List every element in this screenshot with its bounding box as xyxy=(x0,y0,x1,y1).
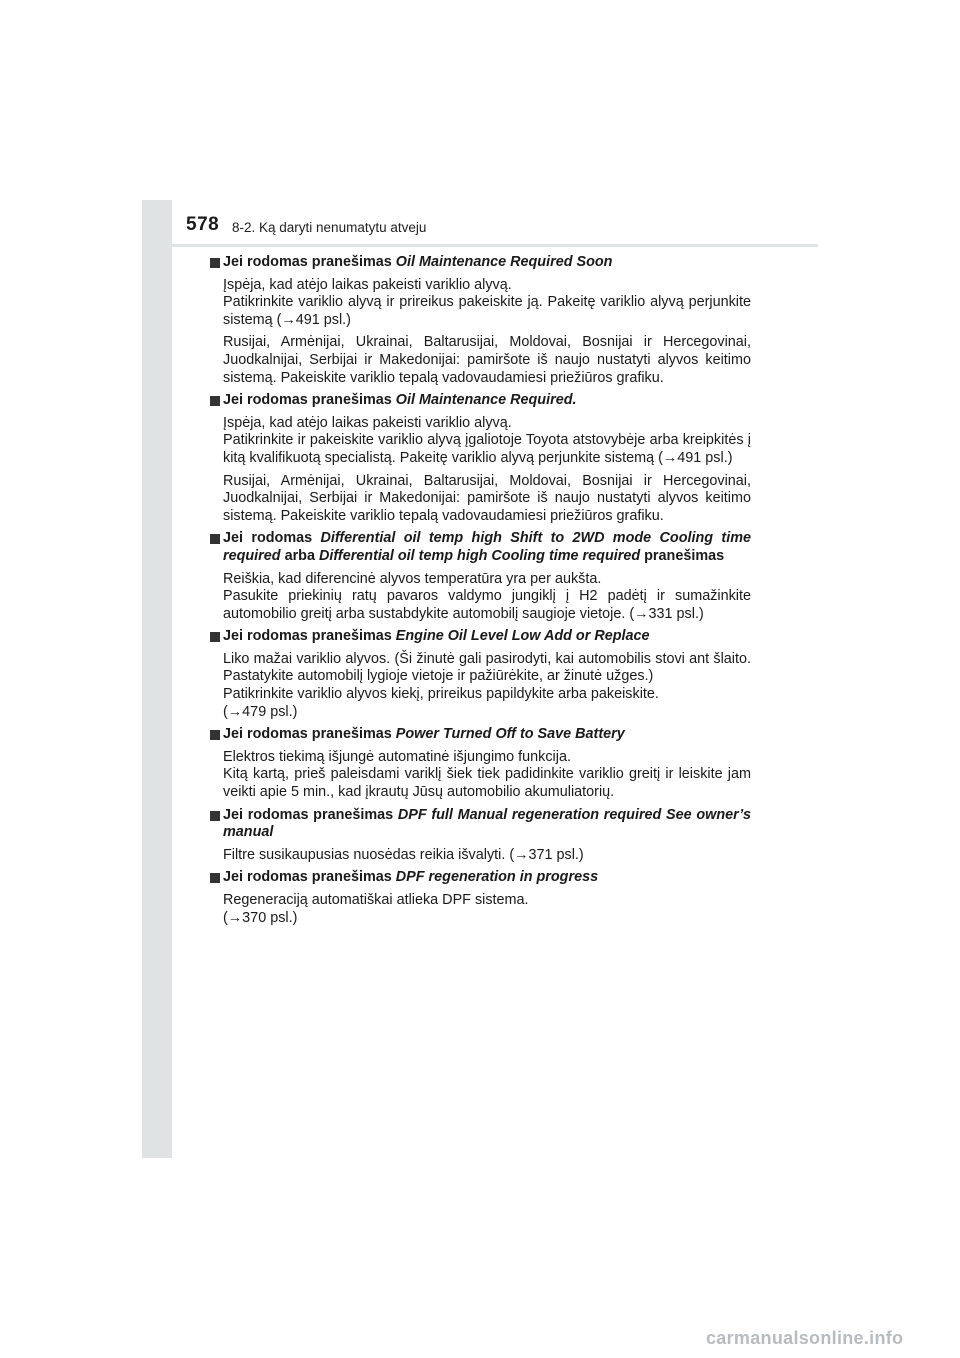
section-dpf-regeneration xyxy=(210,869,751,927)
page-number: 578 xyxy=(186,214,220,235)
square-bullet-icon xyxy=(210,873,220,883)
section-engine-oil-level-low xyxy=(210,628,751,721)
square-bullet-icon xyxy=(210,534,220,544)
page-content xyxy=(210,254,751,932)
paragraph: Rusijai, Armėnijai, Ukrainai, Baltarusijai, Moldovai, Bosnijai ir Hercegovinai, Juodkalnijai, Serbijai ir Makedonijai: pamiršote iš naujo nustatyti alyvos keitimo sistemą. Pakeiskite variklio tepalą vadovaudamiesi priežiūros grafiku. xyxy=(223,472,751,524)
square-bullet-icon xyxy=(210,632,220,642)
section-power-turned-off xyxy=(210,726,751,801)
paragraph: Regeneraciją automatiškai atlieka DPF sistema. (→370 psl.) xyxy=(223,892,529,926)
section-oil-maintenance-soon xyxy=(210,254,751,387)
header-divider xyxy=(172,244,818,247)
square-bullet-icon xyxy=(210,730,220,740)
section-heading: Jei rodomas Differential oil temp high Shift to 2WD mode Cooling time required arba Differential oil temp high Cooling time required pranešimas xyxy=(210,530,751,565)
display-message: DPF full Manual regeneration required See owner’s manual xyxy=(223,806,751,841)
side-tab-strip xyxy=(142,200,172,1158)
section-heading: Jei rodomas pranešimas Oil Maintenance Required Soon xyxy=(210,254,751,272)
display-message: Engine Oil Level Low Add or Replace xyxy=(395,628,650,645)
paragraph: Filtre susikaupusias nuosėdas reikia išvalyti. (→371 psl.) xyxy=(223,846,584,863)
chapter-title: 8-2. Ką daryti nenumatytu atveju xyxy=(232,220,427,235)
paragraph: Reiškia, kad diferencinė alyvos temperatūra yra per aukšta. Pasukite priekinių ratų pavaros valdymo jungiklį į H2 padėtį ir sumažinkite automobilio greitį arba sustabdykite automobilį saugioje vietoje. (→331 psl.) xyxy=(223,570,751,622)
section-heading: Jei rodomas pranešimas Oil Maintenance Required. xyxy=(210,392,751,410)
square-bullet-icon xyxy=(210,811,220,821)
square-bullet-icon xyxy=(210,258,220,268)
section-dpf-full xyxy=(210,807,751,865)
paragraph: Rusijai, Armėnijai, Ukrainai, Baltarusijai, Moldovai, Bosnijai ir Hercegovinai, Juodkalnijai, Serbijai ir Makedonijai: pamiršote iš naujo nustatyti alyvos keitimo sistemą. Pakeiskite variklio tepalą vadovaudamiesi priežiūros grafiku. xyxy=(223,334,751,386)
paragraph: Įspėja, kad atėjo laikas pakeisti variklio alyvą. Patikrinkite ir pakeiskite variklio alyvą įgaliotoje Toyota atstovybėje arba kreipkitės į kitą kvalifikuotą specialistą. Pakeitę variklio alyvą perjunkite sistemą (→491 psl.) xyxy=(223,414,751,466)
paragraph: Elektros tiekimą išjungė automatinė išjungimo funkcija. Kitą kartą, prieš paleisdami variklį šiek tiek padidinkite variklio greitį ir leiskite jam veikti apie 5 min., kad įkrautų Jūsų automobilio akumuliatorių. xyxy=(223,748,751,801)
display-message: DPF regeneration in progress xyxy=(395,869,599,886)
display-message-alt: Differential oil temp high Cooling time required xyxy=(318,547,641,564)
section-oil-maintenance-required xyxy=(210,392,751,525)
section-heading: Jei rodomas pranešimas Power Turned Off to Save Battery xyxy=(210,726,751,744)
display-message: Differential oil temp high Shift to 2WD mode Cooling time required xyxy=(223,530,752,564)
display-message: Oil Maintenance Required. xyxy=(395,392,577,409)
paragraph: Liko mažai variklio alyvos. (Ši žinutė gali pasirodyti, kai automobilis stovi ant šlaito. Pastatykite automobilį lygioje vietoje ir pažiūrėkite, ar žinutė užges.) Patikrinkite variklio alyvos kiekį, prireikus papildykite arba pakeiskite. (→479 psl.) xyxy=(223,650,751,720)
square-bullet-icon xyxy=(210,396,220,406)
section-heading: Jei rodomas pranešimas DPF full Manual regeneration required See owner’s manual xyxy=(210,807,751,842)
section-differential-oil-temp xyxy=(210,530,751,623)
section-heading: Jei rodomas pranešimas Engine Oil Level Low Add or Replace xyxy=(210,628,751,646)
section-heading: Jei rodomas pranešimas DPF regeneration in progress xyxy=(210,869,751,887)
watermark: carmanualsonline.info xyxy=(706,1328,904,1348)
paragraph: Įspėja, kad atėjo laikas pakeisti variklio alyvą. Patikrinkite variklio alyvą ir prireikus pakeiskite ją. Pakeitę variklio alyvą perjunkite sistemą (→491 psl.) xyxy=(223,276,751,328)
display-message: Power Turned Off to Save Battery xyxy=(395,726,625,743)
display-message: Oil Maintenance Required Soon xyxy=(395,254,613,270)
